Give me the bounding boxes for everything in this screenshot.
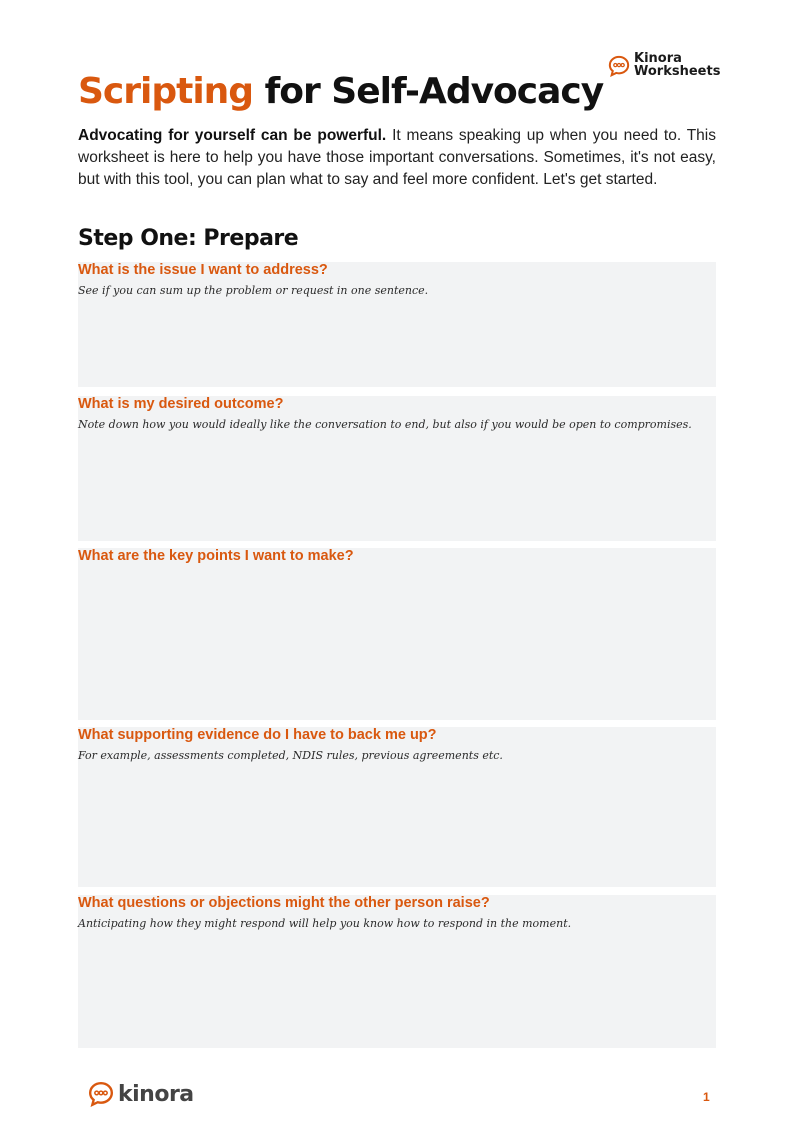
question-label: What supporting evidence do I have to back me up? bbox=[78, 727, 437, 743]
intro-bold: Advocating for yourself can be powerful. bbox=[78, 127, 387, 144]
intro-text: It means speaking up when you need to. This worksheet is here to help you have those important conversations. Sometimes, it's not easy, but with this tool, you can plan what to say and feel more confident. Let's get started. bbox=[78, 127, 716, 188]
answer-box-issue[interactable] bbox=[78, 262, 716, 387]
header-logo-line2: Worksheets bbox=[634, 64, 721, 79]
header-logo-line1: Kinora bbox=[634, 51, 682, 66]
page-title bbox=[78, 66, 603, 118]
hint-text: Note down how you would ideally like the conversation to end, but also if you would be open to compromises. bbox=[78, 418, 692, 431]
title-accent: Scripting bbox=[78, 71, 254, 112]
answer-box-evidence[interactable] bbox=[78, 727, 716, 887]
footer-logo bbox=[88, 1081, 194, 1107]
hint-text: For example, assessments completed, NDIS rules, previous agreements etc. bbox=[78, 749, 503, 762]
question-label: What is my desired outcome? bbox=[78, 396, 284, 412]
question-label: What questions or objections might the other person raise? bbox=[78, 895, 490, 911]
header-logo-text bbox=[634, 52, 720, 78]
intro-paragraph bbox=[78, 125, 716, 191]
question-label: What are the key points I want to make? bbox=[78, 548, 354, 564]
hint-text: See if you can sum up the problem or request in one sentence. bbox=[78, 284, 429, 297]
chat-bubble-icon bbox=[88, 1081, 114, 1107]
title-rest: for Self-Advocacy bbox=[264, 71, 604, 112]
header-logo bbox=[608, 52, 720, 78]
question-label: What is the issue I want to address? bbox=[78, 262, 328, 278]
answer-box-outcome[interactable] bbox=[78, 396, 716, 541]
chat-bubble-icon bbox=[608, 55, 630, 77]
footer-logo-word: kinora bbox=[118, 1081, 194, 1107]
page-number: 1 bbox=[703, 1090, 710, 1104]
answer-box-objections[interactable] bbox=[78, 895, 716, 1048]
answer-box-key-points[interactable] bbox=[78, 548, 716, 720]
step-heading: Step One: Prepare bbox=[78, 226, 299, 251]
hint-text: Anticipating how they might respond will help you know how to respond in the moment. bbox=[78, 917, 572, 930]
